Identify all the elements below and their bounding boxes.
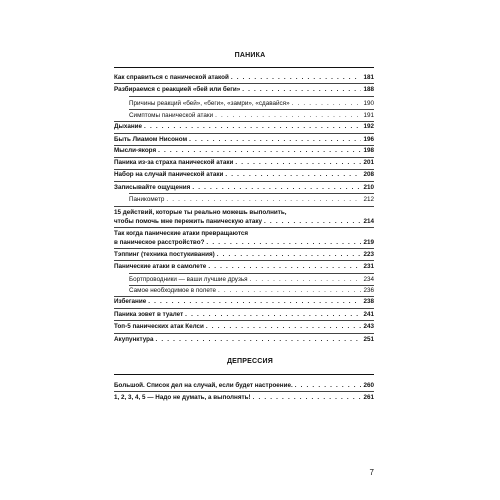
section-rule	[114, 67, 374, 68]
leader-dots	[250, 275, 362, 284]
toc-entry-page: 198	[363, 147, 374, 154]
section-rule	[114, 374, 374, 375]
toc-entry	[114, 158, 374, 167]
leader-dots	[208, 262, 361, 271]
toc-entry	[114, 146, 374, 155]
toc-entry-page: 214	[363, 218, 374, 225]
toc-entry	[114, 73, 374, 82]
leader-dots	[155, 335, 361, 344]
leader-dots	[218, 286, 362, 295]
toc-entry	[114, 122, 374, 131]
toc-entry-page: 251	[363, 336, 374, 343]
toc-entry	[114, 322, 374, 331]
toc-entry-page: 238	[363, 298, 374, 305]
toc-entry-page: 243	[363, 323, 374, 330]
toc-entry-page: 201	[363, 159, 374, 166]
toc-entry	[114, 85, 374, 94]
toc-entry-page: 261	[363, 394, 374, 401]
leader-dots	[158, 146, 361, 155]
toc-entry-title: Паникометр	[129, 196, 165, 203]
toc-subentry	[129, 111, 374, 120]
toc-entry-title-line1: Так когда панические атаки превращаются	[114, 230, 248, 237]
entry-separator	[114, 391, 374, 392]
toc-entry-title: Быть Лиамом Нисоном	[114, 136, 188, 143]
toc-entry-title-line2: чтобы помочь мне пережить паническую атаку	[114, 218, 263, 225]
toc-entry-page: 192	[363, 123, 374, 130]
toc-entry	[114, 393, 374, 402]
entry-separator	[114, 206, 374, 207]
toc-entry-title-line2: в паническое расстройство?	[114, 239, 205, 246]
toc-entry-page: 191	[363, 112, 374, 119]
toc-entry	[114, 335, 374, 344]
toc-entry-page: 231	[363, 263, 374, 270]
leader-dots	[295, 381, 362, 390]
leader-dots	[264, 217, 361, 226]
toc-entry-page: 188	[363, 86, 374, 93]
toc-entry-title: Самое необходимое в полете	[129, 287, 216, 294]
leader-dots	[206, 238, 361, 247]
toc-subentry	[129, 275, 374, 284]
toc-entry-page: 236	[363, 287, 374, 294]
entry-separator	[114, 320, 374, 321]
leader-dots	[215, 111, 361, 120]
leader-dots	[217, 250, 362, 259]
toc-entry-page: 208	[363, 171, 374, 178]
toc-entry-page: 234	[363, 276, 374, 283]
toc-subentry	[129, 286, 374, 295]
toc-entry	[114, 229, 374, 247]
leader-dots	[166, 195, 361, 204]
toc-entry-page: 190	[363, 100, 374, 107]
toc-entry-title: Мысли-якоря	[114, 147, 157, 154]
toc-entry-page: 181	[363, 74, 374, 81]
toc-entry	[114, 250, 374, 259]
entry-separator	[129, 96, 374, 97]
entry-separator	[114, 248, 374, 249]
toc-entry-page: 260	[363, 382, 374, 389]
toc-entry-title: Паника из-за страха панической атаки	[114, 159, 234, 166]
toc-entry	[114, 208, 374, 226]
toc-entry-page: 241	[363, 311, 374, 318]
entry-separator	[114, 83, 374, 84]
leader-dots	[148, 297, 361, 306]
toc-entry-title: Дыхание	[114, 123, 143, 130]
toc-entry	[114, 135, 374, 144]
section-title-depression: ДЕПРЕССИЯ	[227, 358, 273, 365]
entry-separator	[114, 333, 374, 334]
toc-entry	[114, 183, 374, 192]
toc-entry-title: Разбираемся с реакцией «бей или беги»	[114, 86, 241, 93]
entry-separator	[129, 273, 374, 274]
toc-entry-title: 1, 2, 3, 4, 5 — Надо не думать, а выполнять!	[114, 394, 251, 401]
toc-entry	[114, 262, 374, 271]
leader-dots	[292, 99, 362, 108]
toc-subentry	[129, 195, 374, 204]
toc-subentry	[129, 99, 374, 108]
leader-dots	[185, 310, 361, 319]
entry-separator	[129, 193, 374, 194]
toc-entry-title: Записывайте ощущения	[114, 184, 191, 191]
entry-separator	[129, 109, 374, 110]
leader-dots	[189, 135, 361, 144]
toc-entry-title: Бортпроводники — ваши лучшие друзья	[129, 276, 248, 283]
toc-entry-title: Причины реакций «бей», «беги», «замри», «сдавайся»	[129, 100, 290, 107]
toc-entry-title: Топ-5 панических атак Келси	[114, 323, 204, 330]
toc-entry-title: Избегание	[114, 298, 147, 305]
entry-separator	[114, 260, 374, 261]
leader-dots	[231, 73, 362, 82]
leader-dots	[253, 393, 362, 402]
toc-entry-title: Большой. Список дел на случай, если будет настроение.	[114, 382, 293, 389]
toc-entry-title: Акупунктура	[114, 336, 154, 343]
toc-entry-title: Набор на случай панической атаки	[114, 171, 224, 178]
leader-dots	[235, 158, 361, 167]
toc-entry-page: 219	[363, 239, 374, 246]
leader-dots	[225, 170, 361, 179]
entry-separator	[114, 227, 374, 228]
toc-entry-title: Паника зовет в туалет	[114, 311, 184, 318]
toc-entry-page: 223	[363, 251, 374, 258]
entry-separator	[114, 308, 374, 309]
toc-entry	[114, 310, 374, 319]
toc-entry-title-line1: 15 действий, которые ты реально можешь выполнить,	[114, 209, 287, 216]
toc-entry-page: 210	[363, 184, 374, 191]
leader-dots	[144, 122, 361, 131]
leader-dots	[206, 322, 362, 331]
entry-separator	[114, 133, 374, 134]
leader-dots	[242, 85, 361, 94]
section-title-panic: ПАНИКА	[234, 52, 266, 59]
toc-entry-title: Панические атаки в самолете	[114, 263, 207, 270]
toc-entry	[114, 297, 374, 306]
entry-separator	[114, 181, 374, 182]
toc-entry-page: 212	[363, 196, 374, 203]
leader-dots	[192, 183, 361, 192]
toc-entry-title: Тэппинг (техника постукивания)	[114, 251, 215, 258]
page-number: 7	[369, 468, 374, 477]
toc-entry-title: Как справиться с панической атакой	[114, 74, 229, 81]
toc-entry-page: 196	[363, 136, 374, 143]
toc-entry-title: Симптомы панической атаки	[129, 112, 214, 119]
toc-entry	[114, 381, 374, 390]
toc-entry	[114, 170, 374, 179]
